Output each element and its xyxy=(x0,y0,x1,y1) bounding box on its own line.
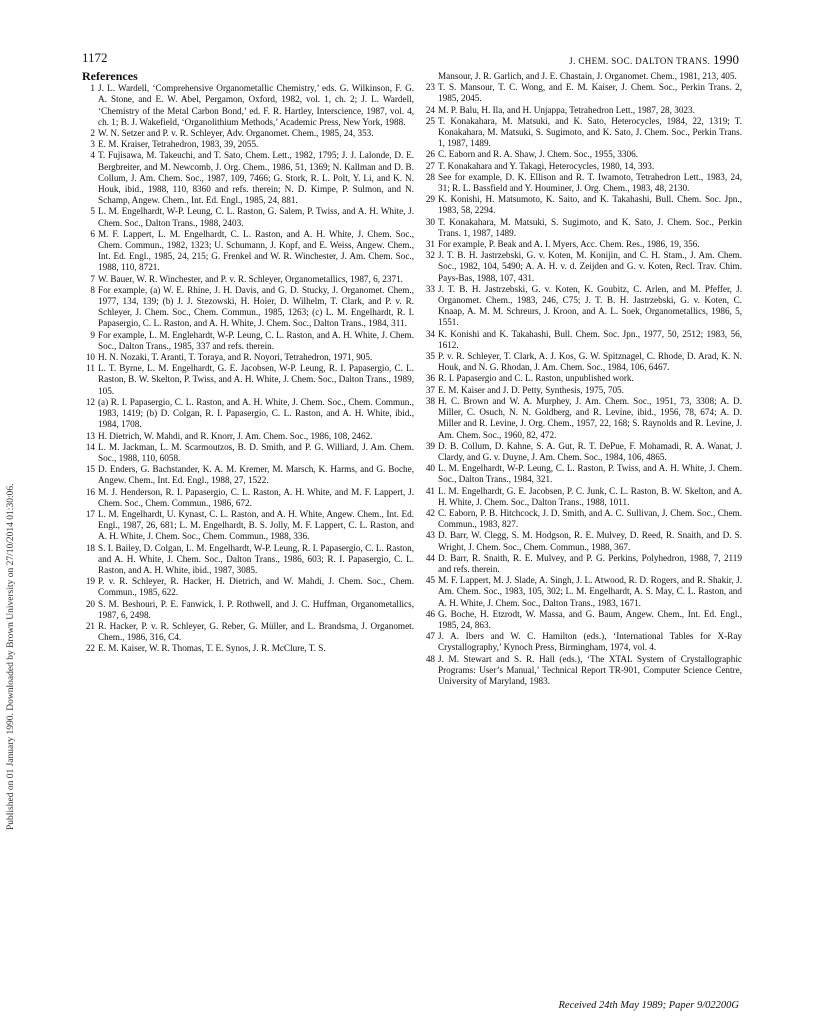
reference-item xyxy=(422,239,742,250)
reference-item xyxy=(82,363,414,397)
reference-item xyxy=(422,172,742,194)
download-watermark-text: Published on 01 January 1990. Downloaded by Brown University on 27/10/2014 01:30:06. xyxy=(6,483,16,830)
reference-text: J. L. Wardell, ‘Comprehensive Organometallic Chemistry,’ eds. G. Wilkinson, F. G. A. Stone, and E. W. Abel, Pergamon, Oxford, 1982, vol. 1, ch. 2; J. L. Wardell, ‘Chemistry of the Metal Carbon Bond,’ ed. F. R. Hartley, Interscience, 1987, vol. 4, ch. 1; B. J. Wakefield, ‘Organolithium Methods,’ Academic Press, New York, 1988. xyxy=(98,83,414,127)
journal-year: 1990 xyxy=(713,52,739,67)
reference-number: 37 xyxy=(425,384,435,395)
reference-number: 19 xyxy=(85,576,95,587)
reference-text: J. T. B. H. Jastrzebski, G. v. Koten, M. Konijin, and C. H. Stam., J. Am. Chem. Soc., 1982, 104, 5490; A. A. H. v. d. Zeijden and G. v. Koten, Recl. Trav. Chim. Pays-Bas, 1988, 107, 431. xyxy=(438,250,742,283)
journal-header xyxy=(569,52,739,68)
reference-text: For example, (a) W. E. Rhine, J. H. Davis, and G. D. Stucky, J. Organomet. Chem., 1977, 134, 139; (b) J. J. Stezowski, H. Hoier, D. Wilhelm, T. Clark, and P. v. R. Schleyer, J. Chem. Soc., Chem. Commun., 1985, 1263; (c) L. M. Engelhardt, R. I. Papasergio, C. L. Raston, and A. H. White, J. Chem. Soc., Dalton Trans., 1984, 311. xyxy=(98,284,414,329)
reference-number: 11 xyxy=(86,363,95,374)
reference-text: D. Enders, G. Bachstander, K. A. M. Kremer, M. Marsch, K. Harms, and G. Boche, Angew. Chem., Int. Ed. Engl., 1988, 27, 1522. xyxy=(98,464,414,486)
reference-text: For example, L. M. Englehardt, W-P. Leung, C. L. Raston, and A. H. White, J. Chem. Soc., Dalton Trans., 1985, 337 and refs. therein. xyxy=(98,329,414,351)
reference-number: 12 xyxy=(85,396,95,407)
reference-text: C. Eaborn and R. A. Shaw, J. Chem. Soc., 1955, 3306. xyxy=(438,149,638,160)
reference-number: 14 xyxy=(85,441,95,452)
reference-number: 21 xyxy=(85,620,95,631)
reference-item xyxy=(422,82,742,104)
reference-number: 40 xyxy=(425,463,435,474)
reference-number: 9 xyxy=(90,329,95,340)
reference-item xyxy=(422,105,742,116)
reference-text: G. Boche, H. Etzrodt, W. Massa, and G. Baum, Angew. Chem., Int. Ed. Engl., 1985, 24, 863. xyxy=(438,608,742,630)
reference-text: T. Konakahara and Y. Takagi, Heterocycles, 1980, 14, 393. xyxy=(438,160,655,171)
reference-item xyxy=(422,161,742,172)
reference-number: 43 xyxy=(425,530,435,541)
reference-number: 47 xyxy=(425,631,435,642)
reference-text: L. M. Engelhardt, U. Kynast, C. L. Raston, and A. H. White, Angew. Chem., Int. Ed. Engl., 1987, 26, 681; L. M. Engelhardt, B. S. Jolly, M. F. Lappert, C. L. Raston, and A. H. White, J. Chem. Soc., Chem. Commun., 1988, 336. xyxy=(98,508,414,542)
reference-text: P. v. R. Schleyer, T. Clark, A. J. Kos, G. W. Spitznagel, C. Rhode, D. Arad, K. N. Houk, and N. G. Rhodan, J. Am. Chem. Soc., 1984, 106, 6467. xyxy=(438,351,742,373)
reference-text: E. M. Kraiser, Tetrahedron, 1983, 39, 2055. xyxy=(98,139,259,150)
reference-text: M. P. Balu, H. Ila, and H. Unjappa, Tetrahedron Lett., 1987, 28, 3023. xyxy=(438,104,695,115)
reference-text: H. Dietrich, W. Mahdi, and R. Knorr, J. Am. Chem. Soc., 1986, 108, 2462. xyxy=(98,430,373,441)
reference-item xyxy=(422,508,742,530)
reference-item xyxy=(422,530,742,552)
reference-text: S. M. Beshouri, P. E. Fanwick, I. P. Rothwell, and J. C. Huffman, Organometallics, 1987, 6, 2498. xyxy=(98,598,414,620)
reference-item xyxy=(82,397,414,431)
reference-number: 23 xyxy=(425,82,435,93)
reference-item xyxy=(82,139,414,150)
reference-continuation: Mansour, J. R. Garlich, and J. E. Chastain, J. Organomet. Chem., 1981, 213, 405. xyxy=(438,71,737,81)
reference-item xyxy=(422,486,742,508)
reference-text: L. M. Jackman, L. M. Scarmoutzos, B. D. Smith, and P. G. Williard, J. Am. Chem. Soc., 1988, 110, 6058. xyxy=(98,441,414,463)
reference-text: (a) R. I. Papasergio, C. L. Raston, and A. H. White, J. Chem. Soc., Chem. Commun., 1983, 1419; (b) D. Colgan, R. I. Papasergio, C. L. Raston, and A. H. White, ibid., 1984, 1708. xyxy=(98,396,414,430)
reference-item xyxy=(422,654,742,688)
reference-number: 36 xyxy=(425,373,435,384)
reference-number: 13 xyxy=(85,430,95,441)
reference-text: E. M. Kaiser, W. R. Thomas, T. E. Synos, J. R. McClure, T. S. xyxy=(98,643,326,654)
reference-item xyxy=(422,463,742,485)
reference-item xyxy=(422,116,742,150)
reference-item xyxy=(82,229,414,274)
received-note: Received 24th May 1989; Paper 9/02200G xyxy=(558,1000,739,1011)
reference-text: M. J. Henderson, R. I. Papasergio, C. L. Raston, A. H. White, and M. F. Lappert, J. Chem. Soc., Chem. Commun., 1986, 672. xyxy=(98,486,414,508)
reference-number: 15 xyxy=(85,464,95,475)
reference-number: 2 xyxy=(90,128,95,139)
reference-text: M. F. Lappert, M. J. Slade, A. Singh, J. L. Atwood, R. D. Rogers, and R. Shakir, J. Am. Chem. Soc., 1983, 105, 302; L. M. Engelhardt, A. S. May, C. L. Raston, and A. H. White, J. Chem. Soc., Dalton Trans., 1983, 1671. xyxy=(438,575,742,608)
reference-item xyxy=(422,396,742,441)
reference-item xyxy=(82,576,414,598)
reference-number: 44 xyxy=(425,552,435,563)
reference-item xyxy=(422,149,742,160)
reference-text: E. M. Kaiser and J. D. Petty, Synthesis, 1975, 705. xyxy=(438,384,624,395)
reference-number: 16 xyxy=(85,486,95,497)
reference-item xyxy=(422,553,742,575)
reference-text: D. Barr, W. Clegg, S. M. Hodgson, R. E. Mulvey, D. Reed, R. Snaith, and D. S. Wright, J. Chem. Soc., Chem. Commun., 1988, 367. xyxy=(438,530,742,552)
reference-item xyxy=(422,575,742,609)
reference-item xyxy=(422,441,742,463)
left-reference-list xyxy=(82,83,414,654)
reference-number: 4 xyxy=(90,150,95,161)
reference-item xyxy=(422,631,742,653)
reference-number: 38 xyxy=(425,395,435,406)
reference-item xyxy=(82,274,414,285)
reference-number: 26 xyxy=(425,149,435,160)
reference-number: 46 xyxy=(425,608,435,619)
reference-item xyxy=(82,330,414,352)
right-column xyxy=(422,71,742,687)
right-reference-list xyxy=(422,82,742,687)
reference-item xyxy=(422,373,742,384)
reference-number: 48 xyxy=(425,653,435,664)
reference-text: T. S. Mansour, T. C. Wong, and E. M. Kaiser, J. Chem. Soc., Perkin Trans. 2, 1985, 2045. xyxy=(438,82,742,104)
reference-text: M. F. Lappert, L. M. Engelhardt, C. L. Raston, and A. H. White, J. Chem. Soc., Chem. Commun., 1982, 1323; U. Schumann, J. Kopf, and E. Weiss, Angew. Chem., Int. Ed. Engl., 1985, 24, 215; G. Frenkel and W. R. Winchester, J. Am. Chem. Soc., 1988, 110, 8721. xyxy=(98,228,414,273)
reference-number: 8 xyxy=(90,284,95,295)
reference-item xyxy=(82,464,414,486)
reference-number: 45 xyxy=(425,575,435,586)
reference-item xyxy=(82,543,414,577)
reference-text: J. T. B. H. Jastrzebski, G. v. Koten, K. Goubitz, C. Arlen, and M. Pfeffer, J. Organomet. Chem., 1983, 246, C75; J. T. B. H. Jastrzebski, G. v. Koten, C. Knaap, A. M. M. Schreurs, J. Kroon, and A. L. Soek, Organometallics, 1986, 5, 1551. xyxy=(438,283,742,328)
reference-number: 17 xyxy=(85,508,95,519)
reference-number: 28 xyxy=(425,171,435,182)
reference-number: 32 xyxy=(425,250,435,261)
reference-item xyxy=(82,621,414,643)
reference-text: S. I. Bailey, D. Colgan, L. M. Engelhardt, W-P. Leung, R. I. Papasergio, C. L. Raston, and A. H. White, J. Chem. Soc., Dalton Trans., 1986, 603; R. I. Papasergio, C. L. Raston, and A. H. White, ibid., 1987, 3085. xyxy=(98,542,414,575)
reference-number: 18 xyxy=(85,542,95,553)
reference-text: T. Konakahara, M. Matsuki, and K. Sato, Heterocycles, 1984, 22, 1319; T. Konakahara, M. Matsuki, S. Sugimoto, and K. Sato, J. Chem. Soc., Perkin Trans. 1, 1987, 1489. xyxy=(438,115,742,149)
reference-text: W. N. Setzer and P. v. R. Schleyer, Adv. Organomet. Chem., 1985, 24, 353. xyxy=(98,128,374,139)
reference-item xyxy=(82,643,414,654)
reference-item xyxy=(422,250,742,284)
reference-text: R. Hacker, P. v. R. Schleyer, G. Reber, G. Müller, and L. Brandsma, J. Organomet. Chem., 1986, 316, C4. xyxy=(98,620,414,643)
reference-number: 33 xyxy=(425,283,435,294)
reference-item xyxy=(82,206,414,228)
journal-name: J. CHEM. SOC. DALTON TRANS. xyxy=(569,56,711,66)
reference-number: 34 xyxy=(425,328,435,339)
reference-text: D. Barr, R. Snaith, R. E. Mulvey, and P. G. Perkins, Polyhedron, 1988, 7, 2119 and refs. therein. xyxy=(438,552,742,574)
reference-item xyxy=(422,217,742,239)
reference-number: 25 xyxy=(425,115,435,126)
reference-item xyxy=(422,284,742,329)
download-watermark xyxy=(4,150,20,830)
reference-item xyxy=(82,431,414,442)
reference-number: 1 xyxy=(90,83,95,94)
reference-text: R. I. Papasergio and C. L. Raston, unpublished work. xyxy=(438,373,634,384)
reference-number: 20 xyxy=(85,598,95,609)
reference-text: For example, P. Beak and A. I. Myers, Acc. Chem. Res., 1986, 19, 356. xyxy=(438,239,700,250)
reference-text: D. B. Collum, D. Kahne, S. A. Gut, R. T. DePue, F. Mohamadi, R. A. Wanat, J. Clardy, and G. v. Duyne, J. Am. Chem. Soc., 1984, 106, 4865. xyxy=(438,440,742,462)
left-column xyxy=(82,71,414,655)
reference-item xyxy=(82,83,414,128)
reference-number: 5 xyxy=(90,206,95,217)
reference-text: K. Konishi, H. Matsumoto, K. Saito, and K. Takahashi, Bull. Chem. Soc. Jpn., 1983, 58, 2294. xyxy=(438,194,742,216)
reference-text: L. M. Engelhardt, W-P. Leung, C. L. Raston, P. Twiss, and A. H. White, J. Chem. Soc., Dalton Trans., 1984, 321. xyxy=(438,463,742,485)
reference-text: K. Konishi and K. Takahashi, Bull. Chem. Soc. Jpn., 1977, 50, 2512; 1983, 56, 1612. xyxy=(438,328,742,350)
reference-text: T. Konakahara, M. Matsuki, S. Sugimoto, and K. Sato, J. Chem. Soc., Perkin Trans. 1, 1987, 1489. xyxy=(438,216,742,238)
reference-number: 42 xyxy=(425,507,435,518)
reference-item xyxy=(82,509,414,543)
reference-item xyxy=(82,487,414,509)
reference-text: L. M. Engelhardt, G. E. Jacobsen, P. C. Junk, C. L. Raston, B. W. Skelton, and A. H. White, J. Chem. Soc., Dalton Trans., 1988, 1011. xyxy=(438,485,742,507)
reference-number: 29 xyxy=(425,194,435,205)
reference-text: J. A. Ibers and W. C. Hamilton (eds.), ‘International Tables for X-Ray Crystallography,’ Kynoch Press, Birmingham, 1974, vol. 4. xyxy=(438,631,742,653)
reference-number: 31 xyxy=(425,239,435,250)
reference-text: L. M. Engelhardt, W-P. Leung, C. L. Raston, G. Salem, P. Twiss, and A. H. White, J. Chem. Soc., Dalton Trans., 1988, 2403. xyxy=(98,206,414,228)
reference-number: 24 xyxy=(425,104,435,115)
reference-item xyxy=(82,442,414,464)
reference-item xyxy=(82,150,414,206)
reference-text: W. Bauer, W. R. Winchester, and P. v. R. Schleyer, Organometallics, 1987, 6, 2371. xyxy=(98,273,403,284)
reference-number: 7 xyxy=(90,273,95,284)
reference-text: J. M. Stewart and S. R. Hall (eds.), ‘The XTAL System of Crystallographic Programs: User’s Manual,’ Technical Report TR-901, Computer Science Centre, University of Maryland, 1983. xyxy=(438,653,742,686)
reference-text: P. v. R. Schleyer, R. Hacker, H. Dietrich, and W. Mahdi, J. Chem. Soc., Chem. Commun., 1985, 622. xyxy=(98,576,414,598)
reference-number: 39 xyxy=(425,440,435,451)
page-number: 1172 xyxy=(82,50,108,65)
reference-number: 41 xyxy=(425,485,435,496)
reference-number: 6 xyxy=(90,228,95,239)
reference-item xyxy=(422,194,742,216)
reference-number: 22 xyxy=(85,643,95,654)
reference-number: 3 xyxy=(90,139,95,150)
reference-text: H. C. Brown and W. A. Murphey, J. Am. Chem. Soc., 1951, 73, 3308; A. D. Miller, C. Osuch, N. N. Goldberg, and R. Levine, ibid., 1956, 78, 674; A. D. Miller and R. Levine, J. Org. Chem., 1957, 22, 168; S. Raynolds and R. Levine, J. Am. Chem. Soc., 1960, 82, 472. xyxy=(438,395,742,440)
reference-item xyxy=(422,329,742,351)
reference-text: C. Eaborn, P. B. Hitchcock, J. D. Smith, and A. C. Sullivan, J. Chem. Soc., Chem. Commun., 1983, 827. xyxy=(438,507,742,530)
reference-text: See for example, D. K. Ellison and R. T. Iwamoto, Tetrahedron Lett., 1983, 24, 31; R. L. Bassfield and Y. Houminer, J. Org. Chem., 1983, 48, 2130. xyxy=(438,171,742,194)
reference-number: 10 xyxy=(85,352,95,363)
reference-text: L. T. Byrne, L. M. Engelhardt, G. E. Jacobsen, W-P. Leung, R. I. Papasergio, C. L. Raston, B. W. Skelton, P. Twiss, and A. H. White, J. Chem. Soc., Dalton Trans., 1989, 105. xyxy=(98,363,414,396)
reference-item xyxy=(82,285,414,330)
reference-item xyxy=(422,385,742,396)
reference-number: 30 xyxy=(425,216,435,227)
reference-number: 27 xyxy=(425,160,435,171)
reference-item xyxy=(82,128,414,139)
reference-item xyxy=(82,599,414,621)
reference-text: T. Fujisawa, M. Takeuchi, and T. Sato, Chem. Lett., 1982, 1795; J. J. Lalonde, D. E. Bergbreiter, and M. Newcomb, J. Org. Chem., 1986, 51, 1369; N. Kallman and D. B. Collum, J. Am. Chem. Soc., 1987, 109, 7466; G. Stork, R. L. Polt, Y. Li, and K. N. Houk, ibid., 1988, 110, 8360 and refs. therein; N. D. Kimpe, P. Sulmon, and N. Schamp, Angew. Chem., Int. Ed. Engl., 1985, 24, 881. xyxy=(98,150,414,206)
reference-item xyxy=(82,352,414,363)
reference-number: 35 xyxy=(425,351,435,362)
reference-item xyxy=(422,609,742,631)
reference-text: H. N. Nozaki, T. Aranti, T. Toraya, and R. Noyori, Tetrahedron, 1971, 905. xyxy=(98,352,373,363)
reference-item xyxy=(422,351,742,373)
references-heading: References xyxy=(82,69,138,83)
